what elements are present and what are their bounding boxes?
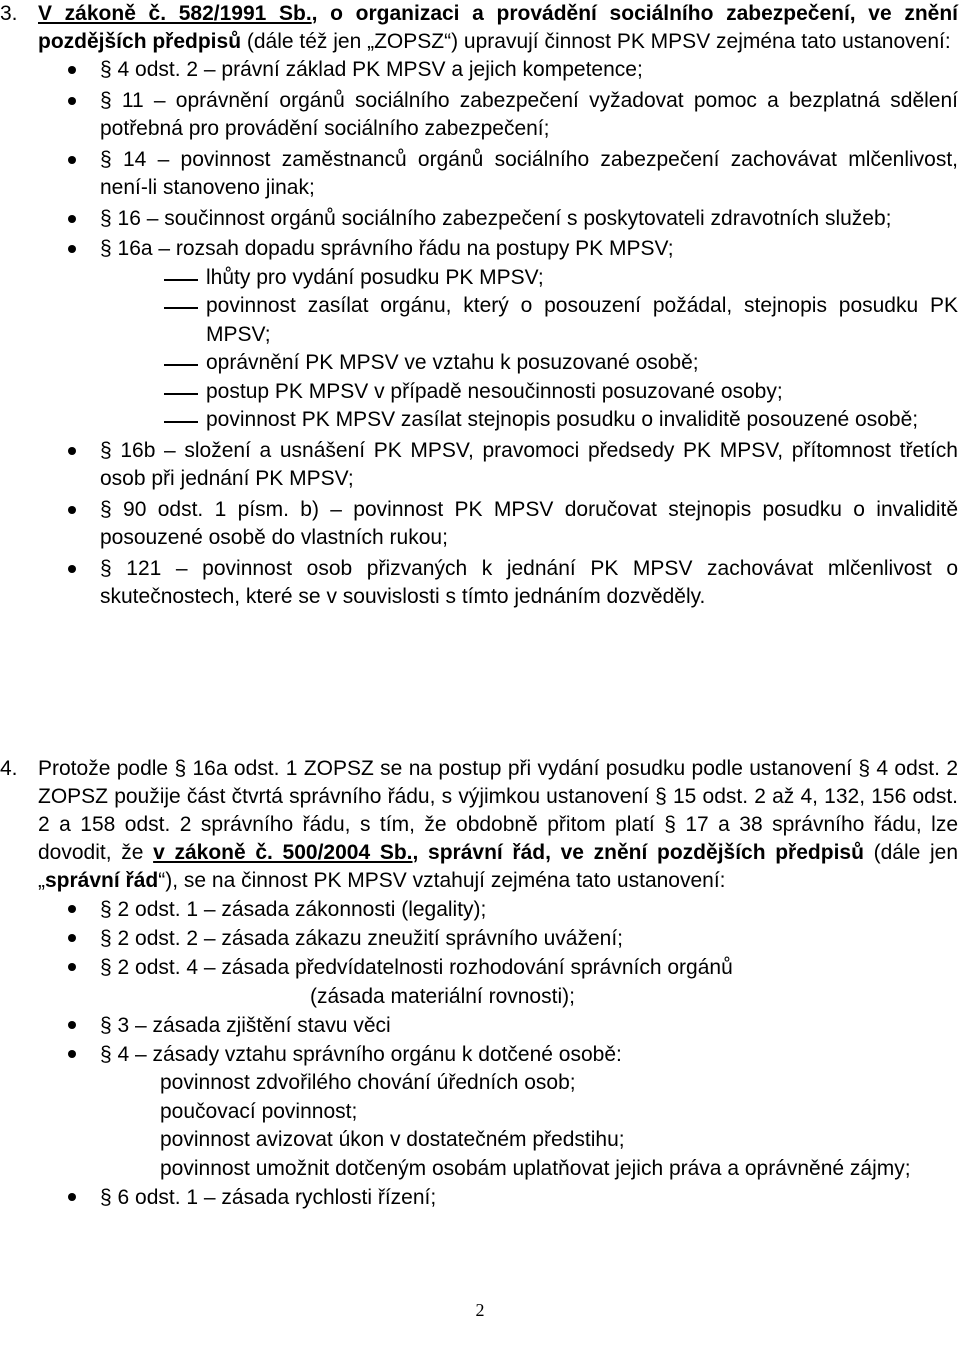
section-number: 3. — [0, 2, 18, 25]
law-link[interactable]: V zákoně č. 582/1991 Sb. — [38, 2, 312, 25]
dash-item: postup PK MPSV v případě nesoučinnosti posuzované osoby; — [100, 378, 958, 407]
dash-item: oprávnění PK MPSV ve vztahu k posuzované osobě; — [100, 349, 958, 378]
list-item — [0, 953, 958, 1011]
section-intro — [38, 755, 958, 895]
law-title: , správní řád, ve znění pozdějších předpisů — [412, 841, 864, 864]
provision-list — [0, 895, 958, 1212]
list-item: § 90 odst. 1 písm. b) – povinnost PK MPSV doručovat stejnopis posudku o invaliditě posouzené osobě do vlastních rukou; — [0, 496, 958, 553]
dash-item: povinnost PK MPSV zasílat stejnopis posudku o invaliditě posouzené osobě; — [100, 406, 958, 435]
law-short-name: správní řád — [45, 869, 159, 892]
relation-sublist — [58, 1069, 958, 1183]
list-item-text: § 4 – zásady vztahu správního orgánu k dotčené osobě: — [100, 1043, 622, 1066]
list-item: § 14 – povinnost zaměstnanců orgánů sociálního zabezpečení zachovávat mlčenlivost, není-li stanoveno jinak; — [0, 146, 958, 203]
law-title: , o organizaci a provádění sociálního zabezpečení, ve znění pozdějších předpisů — [38, 2, 958, 53]
list-item — [0, 235, 958, 435]
list-item: § 6 odst. 1 – zásada rychlosti řízení; — [0, 1183, 958, 1212]
dash-sublist — [100, 264, 958, 435]
dash-item: lhůty pro vydání posudku PK MPSV; — [100, 264, 958, 293]
list-item-text: § 2 odst. 4 – zásada předvídatelnosti rozhodování správních orgánů — [100, 956, 733, 979]
intro-text: (dále též jen „ZOPSZ“) upravují činnost PK MPSV zejména tato ustanovení: — [241, 30, 951, 53]
list-item — [0, 1040, 958, 1183]
sub-item: poučovací povinnost; — [160, 1099, 358, 1123]
list-item: § 2 odst. 1 – zásada zákonnosti (legality); — [0, 895, 958, 924]
sub-item: povinnost umožnit dotčeným osobám uplatňovat jejich práva a oprávněné zájmy; — [160, 1156, 911, 1180]
dash-item: povinnost zasílat orgánu, který o posouzení požádal, stejnopis posudku PK MPSV; — [100, 292, 958, 349]
list-item: § 16 – součinnost orgánů sociálního zabezpečení s poskytovateli zdravotních služeb; — [0, 205, 958, 234]
list-item: § 3 – zásada zjištění stavu věci — [0, 1011, 958, 1040]
list-item: § 11 – oprávnění orgánů sociálního zabezpečení vyžadovat pomoc a bezplatná sdělení potřebná pro provádění sociálního zabezpečení; — [0, 87, 958, 144]
section-intro — [38, 0, 958, 56]
law-link[interactable]: v zákoně č. 500/2004 Sb. — [153, 841, 413, 864]
list-item: § 16b – složení a usnášení PK MPSV, pravomoci předsedy PK MPSV, přítomnost třetích osob při jednání PK MPSV; — [0, 437, 958, 494]
list-item: § 121 – povinnost osob přizvaných k jednání PK MPSV zachovávat mlčenlivost o skutečnostech, které se v souvislosti s tímto jednáním dozvěděly. — [0, 555, 958, 612]
section-number: 4. — [0, 757, 18, 780]
intro-text: Protože podle § 16a odst. 1 ZOPSZ se na postup při vydání posudku podle ustanovení § 4 odst. 2 ZOPSZ použije část čtvrtá správního řádu, s výjimkou ustanovení § 15 odst. 2 až 4, 132, 156 odst. 2 a 158 odst. 2 správního řádu, s tím, že obdobně přitom platí § 17 a 38 správního řádu, lze dovodit, že — [38, 757, 958, 864]
list-item: § 4 odst. 2 – právní základ PK MPSV a jejich kompetence; — [0, 56, 958, 85]
page-number: 2 — [475, 1300, 485, 1320]
sub-item: povinnost zdvořilého chování úředních osob; — [160, 1071, 576, 1094]
list-item-text: § 16a – rozsah dopadu správního řádu na postupy PK MPSV; — [100, 237, 674, 260]
list-item: § 2 odst. 2 – zásada zákazu zneužití správního uvážení; — [0, 924, 958, 953]
intro-text: “), se na činnost PK MPSV vztahují zejména tato ustanovení: — [158, 869, 726, 892]
list-item-continuation: (zásada materiální rovnosti); — [310, 985, 575, 1008]
section-3 — [0, 0, 958, 614]
provision-list — [0, 56, 958, 612]
sub-item: povinnost avizovat úkon v dostatečném předstihu; — [160, 1128, 625, 1151]
intro-text: (dále jen „ — [38, 841, 959, 892]
section-4 — [0, 755, 958, 1212]
